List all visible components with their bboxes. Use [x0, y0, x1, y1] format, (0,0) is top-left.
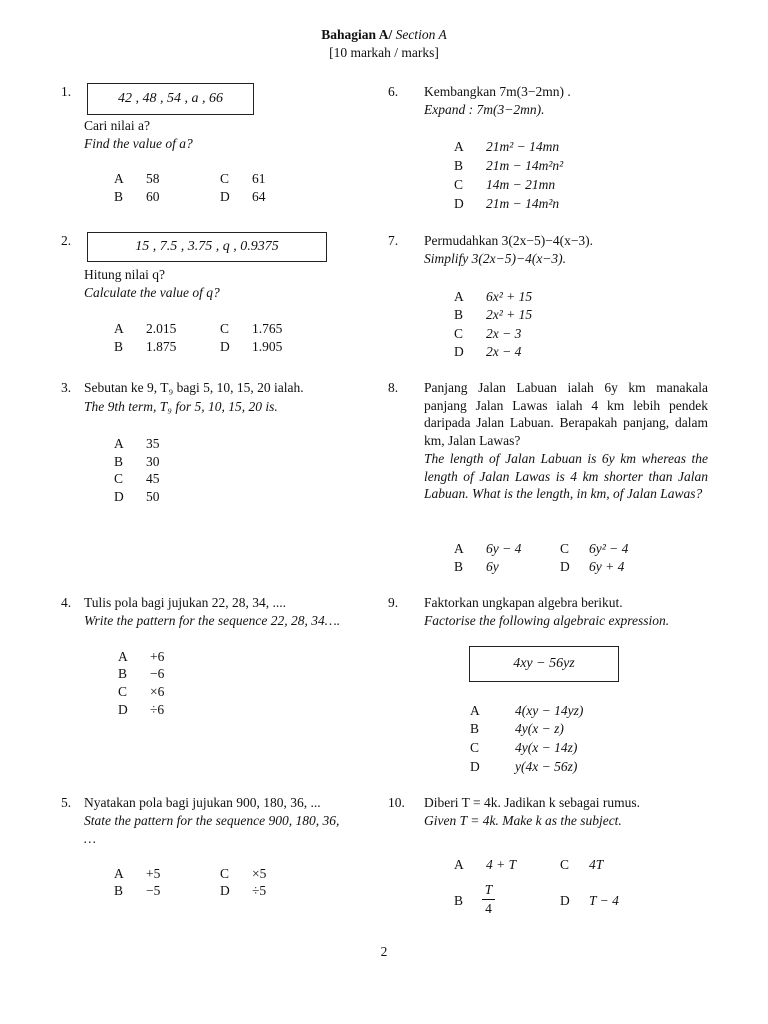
option-c[interactable]: C ×6: [118, 684, 165, 699]
question-text-malay: Tulis pola bagi jujukan 22, 28, 34, ....: [84, 595, 287, 610]
option-b[interactable]: B −6: [118, 666, 165, 681]
option-c[interactable]: C 6y² − 4: [560, 541, 629, 556]
option-a[interactable]: A 6x² + 15: [454, 289, 533, 304]
question-text-english: Expand : 7m(3−2mn).: [424, 102, 545, 117]
expression-text: 4xy − 56yz: [513, 656, 575, 671]
option-b[interactable]: B 21m − 14m²n²: [454, 158, 564, 173]
option-d[interactable]: D 1.905: [220, 339, 283, 354]
marks-label: [10 markah / marks]: [329, 45, 439, 60]
question-text-malay: Diberi T = 4k. Jadikan k sebagai rumus.: [424, 795, 640, 810]
question-text-english: Calculate the value of q?: [84, 285, 220, 300]
option-a[interactable]: A 4 + T: [454, 857, 517, 872]
sequence-text: 15 , 7.5 , 3.75 , q , 0.9375: [135, 239, 279, 254]
option-d[interactable]: D y(4x − 56z): [470, 759, 578, 774]
option-d[interactable]: D ÷6: [118, 702, 165, 717]
option-b[interactable]: B 4y(x − z): [470, 721, 564, 736]
question-number: 4.: [61, 595, 72, 610]
question-text-malay: Hitung nilai q?: [84, 267, 165, 282]
option-d[interactable]: D 2x − 4: [454, 344, 522, 359]
question-text-english: Simplify 3(2x−5)−4(x−3).: [424, 251, 567, 266]
option-c[interactable]: C 4y(x − 14z): [470, 740, 578, 755]
option-c[interactable]: C 1.765: [220, 321, 283, 336]
page-number: 2: [380, 944, 388, 959]
question-text-malay: Cari nilai a?: [84, 118, 150, 133]
question-text-english: The 9th term, T₉ for 5, 10, 15, 20 is.: [84, 399, 278, 414]
section-title-malay: Bahagian A/: [321, 27, 393, 42]
fraction-denominator: 4: [485, 901, 492, 916]
option-b[interactable]: B: [454, 893, 464, 908]
question-text-malay: Permudahkan 3(2x−5)−4(x−3).: [424, 233, 594, 248]
fraction-bar: [482, 899, 495, 900]
question-number: 2.: [61, 233, 72, 248]
question-number: 3.: [61, 380, 72, 395]
question-number: 9.: [388, 595, 399, 610]
question-number: 6.: [388, 84, 399, 99]
option-c[interactable]: C 2x − 3: [454, 326, 522, 341]
option-b[interactable]: B 1.875: [114, 339, 177, 354]
question-text-english-continued: …: [84, 831, 97, 846]
option-d[interactable]: D T − 4: [560, 893, 619, 908]
option-b[interactable]: B −5: [114, 883, 161, 898]
option-c[interactable]: C ×5: [220, 866, 267, 881]
option-b[interactable]: B 6y: [454, 559, 499, 574]
question-text-english: The length of Jalan Labuan is 6y km whereas the length of Jalan Lawas is 4 km shorter than Jalan Labuan. What is the length, in km, of Jalan Lawas?: [424, 451, 708, 501]
question-text-english: Find the value of a?: [84, 136, 193, 151]
option-b[interactable]: B 2x² + 15: [454, 307, 533, 322]
question-text-english: Factorise the following algebraic expression.: [424, 613, 670, 628]
option-d[interactable]: D 6y + 4: [560, 559, 625, 574]
sequence-box: [87, 232, 327, 262]
option-a[interactable]: A 58: [114, 171, 160, 186]
sequence-box: [87, 83, 254, 115]
question-text-malay: Kembangkan 7m(3−2mn) .: [424, 84, 571, 99]
option-a[interactable]: A 4(xy − 14yz): [470, 703, 584, 718]
question-text-english: Given T = 4k. Make k as the subject.: [424, 813, 622, 828]
fraction-t-over-4: [482, 882, 495, 917]
question-text-malay: Panjang Jalan Labuan ialah 6y km manakala panjang Jalan Lawas ialah 4 km lebih pendek daripada Jalan Labuan. Berapakah panjang, dalam km, Jalan Lawas?: [424, 380, 708, 448]
option-b[interactable]: B 60: [114, 189, 160, 204]
question-text-english: Write the pattern for the sequence 22, 28, 34….: [84, 613, 341, 628]
question-text-malay: Faktorkan ungkapan algebra berikut.: [424, 595, 623, 610]
question-text-english: State the pattern for the sequence 900, 180, 36,: [84, 813, 340, 828]
option-c[interactable]: C 4T: [560, 857, 604, 872]
question-number: 5.: [61, 795, 72, 810]
question-text-malay: Sebutan ke 9, T₉ bagi 5, 10, 15, 20 ialah.: [84, 380, 304, 395]
option-a[interactable]: A +5: [114, 866, 161, 881]
question-number: 8.: [388, 380, 399, 395]
option-d[interactable]: D 21m − 14m²n: [454, 196, 560, 211]
option-a[interactable]: A +6: [118, 649, 165, 664]
option-d[interactable]: D 64: [220, 189, 266, 204]
sequence-text: 42 , 48 , 54 , a , 66: [118, 91, 223, 106]
question-number: 7.: [388, 233, 399, 248]
question-number: 10.: [388, 795, 405, 810]
section-title: [0, 27, 768, 43]
question-text-malay: Nyatakan pola bagi jujukan 900, 180, 36, ...: [84, 795, 321, 810]
option-a[interactable]: A 6y − 4: [454, 541, 522, 556]
section-title-english: Section A: [392, 27, 447, 42]
option-d[interactable]: D 50: [114, 489, 160, 504]
option-d[interactable]: D ÷5: [220, 883, 267, 898]
option-a[interactable]: A 35: [114, 436, 160, 451]
option-c[interactable]: C 45: [114, 471, 160, 486]
option-c[interactable]: C 61: [220, 171, 266, 186]
option-a[interactable]: A 21m² − 14mn: [454, 139, 560, 154]
question-number: 1.: [61, 84, 72, 99]
option-b[interactable]: B 30: [114, 454, 160, 469]
option-c[interactable]: C 14m − 21mn: [454, 177, 556, 192]
option-a[interactable]: A 2.015: [114, 321, 177, 336]
fraction-numerator: T: [484, 882, 493, 897]
expression-box: [469, 646, 619, 682]
